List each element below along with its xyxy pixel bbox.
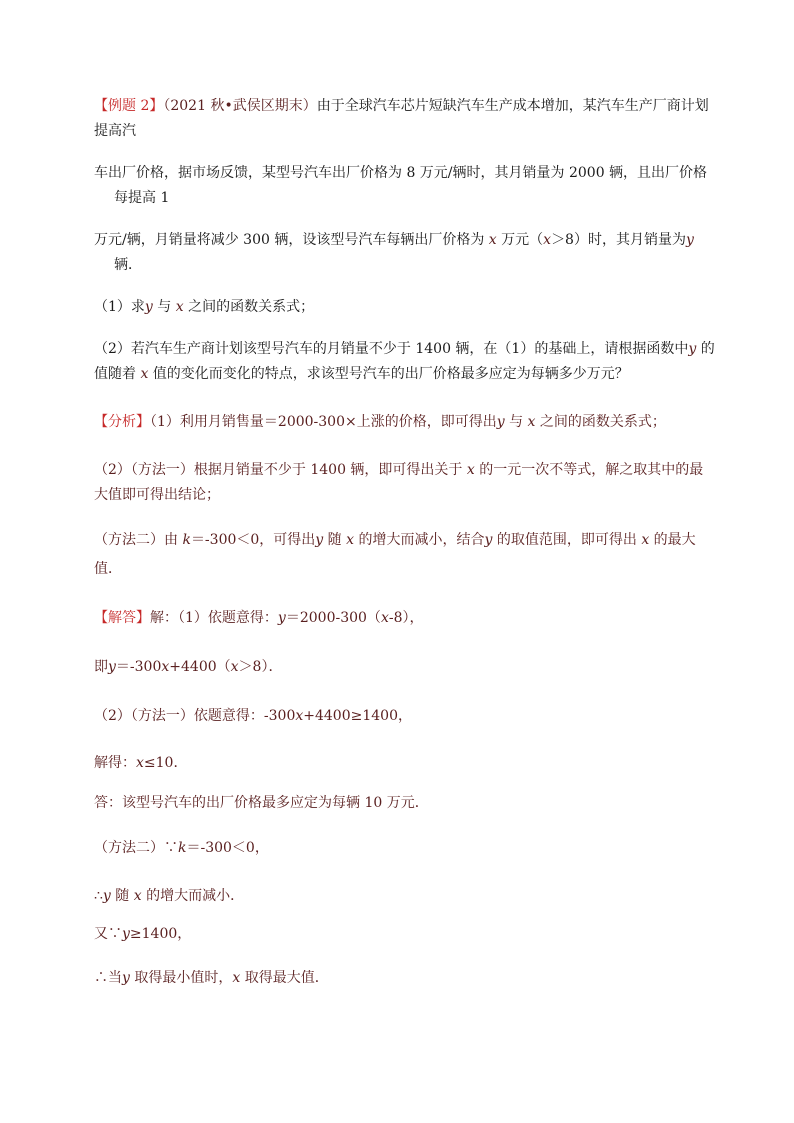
answer-line-4 xyxy=(94,751,706,776)
text-seg: ＞8）时，其月销量为 xyxy=(551,232,686,248)
example-line-1 xyxy=(94,94,709,119)
analysis-method1-line-1 xyxy=(94,458,706,483)
text-seg: 的一元一次不等式，解之取其中的最 xyxy=(474,462,704,478)
text-seg: （方法二）由 xyxy=(94,532,183,548)
text-seg: 的取值范围，即可得出 xyxy=(492,532,642,548)
var-k: k xyxy=(178,840,187,856)
analysis-method2-line-2: 值． xyxy=(94,561,122,577)
question-2-line-2 xyxy=(94,362,706,387)
var-x: x xyxy=(527,414,536,430)
analysis-line-1 xyxy=(94,410,706,435)
var-y: y xyxy=(484,532,493,548)
text-seg: ＝2000-300（ xyxy=(285,610,381,626)
text-seg: +4400（ xyxy=(169,659,231,675)
text-seg: 与 xyxy=(152,299,176,315)
answer-line-6 xyxy=(94,836,706,861)
text-seg: 即 xyxy=(94,659,108,675)
var-y: y xyxy=(108,659,116,675)
var-x: x xyxy=(346,532,355,548)
text-seg: ≤10． xyxy=(143,755,188,771)
var-x: x xyxy=(641,532,650,548)
text-seg: 值随着 xyxy=(94,366,141,382)
text-seg: （1）利用月销售量＝2000-300×上涨的价格，即可得出 xyxy=(150,414,497,430)
var-y: y xyxy=(122,970,130,986)
text-seg: 值的变化而变化的特点，求该型号汽车的出厂价格最多应定为每辆多少万元？ xyxy=(148,366,629,382)
text-seg: 随 xyxy=(110,888,134,904)
var-x: x xyxy=(466,462,475,478)
text-seg: 解：（1）依题意得： xyxy=(150,610,278,626)
example-line-4: 每提高 1 xyxy=(114,190,170,206)
question-2-line-1 xyxy=(94,337,715,362)
analysis-method1-line-2: 大值即可得出结论； xyxy=(94,487,220,503)
var-x: x xyxy=(380,610,389,626)
text-seg: ∴当 xyxy=(94,970,122,986)
text-seg: 的增大而减小． xyxy=(141,888,245,904)
var-x: x xyxy=(140,366,149,382)
text-seg: 又∵ xyxy=(94,926,122,942)
text-seg: 之间的函数关系式； xyxy=(183,299,315,315)
text-seg: 解得： xyxy=(94,755,136,771)
var-x: x xyxy=(543,232,552,248)
var-x: x xyxy=(175,299,184,315)
text-seg: 的增大而减小，结合 xyxy=(354,532,485,548)
var-y: y xyxy=(277,610,286,626)
text-seg: （2）若汽车生产商计划该型号汽车的月销量不少于 1400 辆，在（1）的基础上，请根据函数中 xyxy=(94,341,689,357)
example-text: 由于全球汽车芯片短缺汽车生产成本增加，某汽车生产厂商计划 xyxy=(316,98,709,114)
text-seg: 的 xyxy=(696,341,715,357)
var-x: x xyxy=(161,659,170,675)
example-label: 【例题 2】 xyxy=(94,98,164,114)
text-seg: 的最大 xyxy=(649,532,696,548)
analysis-method2-line-1 xyxy=(94,528,706,553)
answer-line-1 xyxy=(94,606,706,631)
text-seg: （2）（方法一）依题意得：-300 xyxy=(94,708,296,724)
example-line-5 xyxy=(94,228,706,253)
text-seg: 万元/辆，月销量将减少 300 辆，设该型号汽车每辆出厂价格为 xyxy=(94,232,489,248)
var-x: x xyxy=(232,970,241,986)
answer-line-2 xyxy=(94,655,706,680)
var-y: y xyxy=(122,926,130,942)
question-1 xyxy=(94,295,706,320)
answer-line-9 xyxy=(94,966,706,991)
var-x: x xyxy=(230,659,239,675)
answer-line-3 xyxy=(94,704,706,729)
example-line-3: 车出厂价格，据市场反馈，某型号汽车出厂价格为 8 万元/辆时，其月销量为 2000 辆，且出厂价格 xyxy=(94,165,708,181)
var-y: y xyxy=(144,299,153,315)
text-seg: 取得最小值时， xyxy=(129,970,233,986)
text-seg: ＞8）． xyxy=(238,659,283,675)
var-y: y xyxy=(496,414,505,430)
text-seg: 万元（ xyxy=(496,232,544,248)
text-seg: ＝-300 xyxy=(115,659,162,675)
var-x: x xyxy=(136,755,144,771)
text-seg: （2）（方法一）根据月销量不少于 1400 辆，即可得出关于 xyxy=(94,462,467,478)
text-seg: +4400≥1400， xyxy=(303,708,412,724)
text-seg: 取得最大值． xyxy=(240,970,329,986)
answer-line-7 xyxy=(94,884,706,909)
text-seg: ＝-300＜0， xyxy=(186,840,269,856)
text-seg: （方法二）∵ xyxy=(94,840,178,856)
var-k: k xyxy=(182,532,191,548)
var-x: x xyxy=(133,888,142,904)
text-seg: 随 xyxy=(323,532,347,548)
var-x: x xyxy=(295,708,304,724)
answer-line-8 xyxy=(94,922,706,947)
var-y: y xyxy=(685,232,694,248)
example-source: （2021 秋•武侯区期末） xyxy=(163,98,317,114)
example-line-2: 提高汽 xyxy=(94,123,136,139)
text-seg: （1）求 xyxy=(94,299,145,315)
analysis-label: 【分析】 xyxy=(94,414,150,430)
var-x: x xyxy=(488,232,497,248)
var-y: y xyxy=(688,341,697,357)
text-seg: 之间的函数关系式； xyxy=(535,414,666,430)
text-seg: 与 xyxy=(504,414,528,430)
text-seg: ≥1400， xyxy=(129,926,192,942)
var-y: y xyxy=(102,888,111,904)
text-seg: -8）， xyxy=(388,610,424,626)
var-y: y xyxy=(315,532,324,548)
answer-label: 【解答】 xyxy=(94,610,150,626)
text-seg: ＝-300＜0，可得出 xyxy=(190,532,316,548)
answer-line-5: 答：该型号汽车的出厂价格最多应定为每辆 10 万元． xyxy=(94,795,429,811)
example-line-6: 辆． xyxy=(114,257,142,273)
text-seg: ∴ xyxy=(94,888,103,904)
